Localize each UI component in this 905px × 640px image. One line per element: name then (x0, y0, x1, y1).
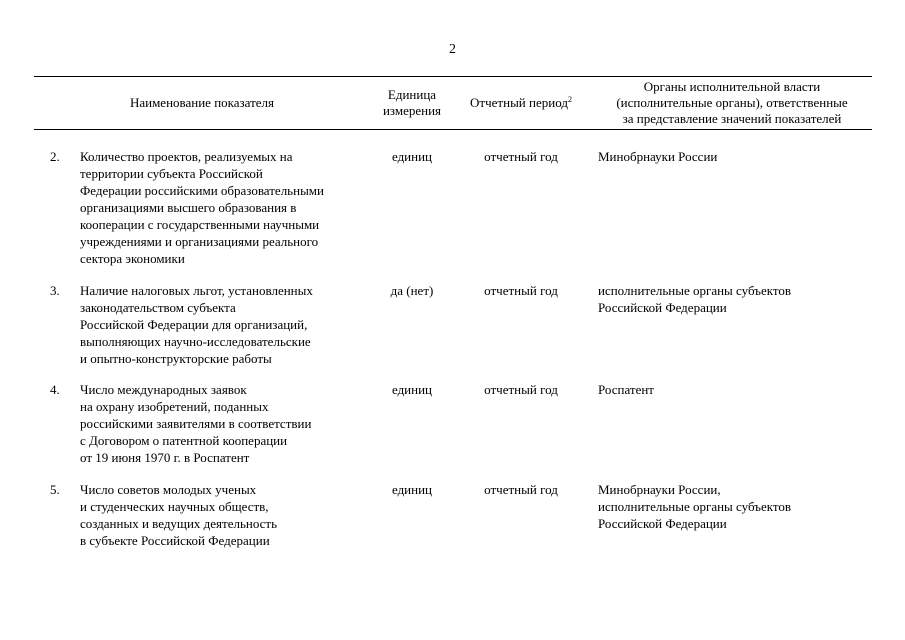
row-5-indicator-name: Число советов молодых ученых и студенческих научных обществ, созданных и ведущих деятельность в субъекте Российской Федерации (80, 482, 278, 548)
row-4-unit: единиц (391, 382, 433, 397)
column-header-org (592, 79, 872, 127)
period-footnote-mark: 2 (567, 95, 572, 104)
column-header-org-line1: Органы исполнительной власти (643, 79, 821, 94)
column-header-unit (372, 87, 452, 119)
row-5-period: отчетный год (484, 482, 558, 497)
column-header-unit-line2: измерения (382, 103, 442, 118)
row-4-period: отчетный год (484, 382, 558, 397)
row-2-responsible-org: Минобрнауки России (598, 149, 718, 164)
column-header-name: Наименование показателя (129, 95, 275, 110)
row-3-number: 3. (50, 283, 60, 298)
row-3-period: отчетный год (484, 283, 558, 298)
row-5-number: 5. (50, 482, 60, 497)
row-3-responsible-org: исполнительные органы субъектов Российской Федерации (598, 283, 792, 315)
row-2-number: 2. (50, 149, 60, 164)
column-header-org-line2: (исполнительные органы), ответственные (616, 95, 848, 110)
row-3-unit: да (нет) (390, 283, 434, 298)
table-header-top-rule (34, 76, 872, 77)
row-4-number: 4. (50, 382, 60, 397)
row-5-responsible-org: Минобрнауки России, исполнительные органы субъектов Российской Федерации (598, 482, 792, 531)
row-2-period: отчетный год (484, 149, 558, 164)
row-4-indicator-name: Число международных заявок на охрану изобретений, поданных российскими заявителями в соответствии с Договором о патентной кооперации от 19 июня 1970 г. в Роспатент (80, 382, 312, 465)
row-2-indicator-name: Количество проектов, реализуемых на территории субъекта Российской Федерации российскими образовательными организациями высшего образования в кооперации с государственными научными учреждениями и организациями реального сектора экономики (80, 149, 324, 266)
row-3-indicator-name: Наличие налоговых льгот, установленных законодательством субъекта Российской Федерации для организаций, выполняющих научно-исследовательские и опытно-конструкторские работы (80, 283, 313, 366)
page-number: 2 (449, 42, 456, 57)
table-header-bottom-rule (34, 129, 872, 130)
column-header-org-line3: за представление значений показателей (622, 111, 842, 126)
column-header-period-label: Отчетный период (470, 95, 568, 110)
column-header-period (455, 95, 587, 111)
row-4-responsible-org: Роспатент (598, 382, 654, 397)
column-header-unit-line1: Единица (387, 87, 437, 102)
row-2-unit: единиц (391, 149, 433, 164)
row-5-unit: единиц (391, 482, 433, 497)
